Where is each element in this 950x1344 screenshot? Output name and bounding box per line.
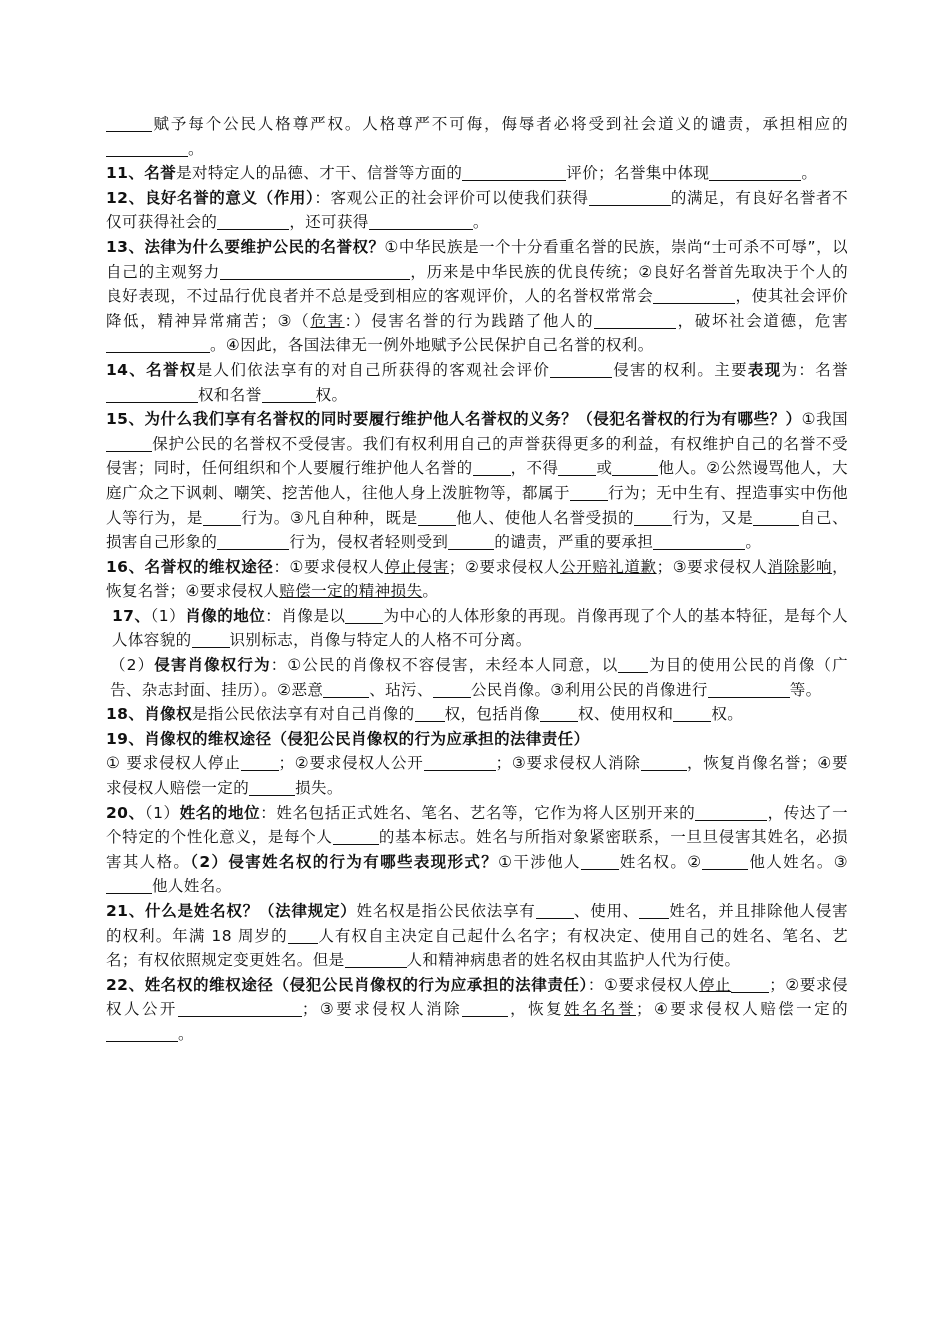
blank[interactable] [570,483,608,501]
blank[interactable] [462,999,508,1017]
blank[interactable] [106,1024,178,1042]
blank[interactable] [536,901,574,919]
item-13: 13、法律为什么要维护公民的名誉权？①中华民族是一个十分看重名誉的民族，崇尚“士可杀不可辱”，以自己的主观努力 ，历来是中华民族的优良传统；②良好名誉首先取决于个人的良好表现，不过品行优良者并不总是受到相应的客观评价，人的名誉权常常会 ，使其社会评价降低，精神异常痛苦；③（危害：）侵害名誉的行为践踏了他人的 ，破坏社会道德，危害。④因此，各国法律无一例外地赋予公民保护自己名誉的权利。 [106,237,848,355]
blank[interactable] [424,753,496,771]
blank[interactable] [418,508,456,526]
blank[interactable] [639,901,669,919]
blank[interactable] [550,360,612,378]
blank[interactable] [589,188,671,206]
blank[interactable] [612,458,658,476]
item-21: 21、什么是姓名权？（法律规定）姓名权是指公民依法享有 、使用、 姓名，并且排除他人侵害的权利。年满 18 周岁的 人有权自主决定自己起什么名字；有权决定、使用自己的姓名、笔名、艺名；有权依照规定变更姓名。但是 人和精神病患者的姓名权由其监护人代为行使。 [106,902,849,970]
blank[interactable] [106,876,152,894]
document-page [106,112,848,1047]
item-18: 18、肖像权是指公民依法享有对自己肖像的 权，包括肖像 权、使用权和 权。 [106,705,744,724]
blank[interactable] [540,704,578,722]
blank[interactable] [106,434,152,452]
blank[interactable] [709,163,801,181]
blank[interactable] [473,458,511,476]
blank[interactable] [241,753,279,771]
blank[interactable] [217,532,289,550]
blank[interactable] [262,385,316,403]
item-16: 16、名誉权的维权途径：①要求侵权人停止侵害；②要求侵权人公开赔礼道歉；③要求侵权人消除影响，恢复名誉；④要求侵权人赔偿一定的精神损失。 [106,557,848,601]
blank[interactable] [753,508,799,526]
blank[interactable] [106,114,152,132]
blank[interactable] [192,630,230,648]
blank[interactable] [333,827,379,845]
blank[interactable] [653,532,745,550]
blank[interactable] [618,655,648,673]
item-11: 11、名誉是对特定人的品德、才干、信誉等方面的 评价；名誉集中体现 。 [106,164,818,183]
blank[interactable] [345,950,407,968]
blank[interactable] [634,508,672,526]
blank[interactable] [345,606,383,624]
blank[interactable] [695,803,767,821]
blank[interactable] [462,163,566,181]
blank[interactable] [323,680,369,698]
blank[interactable] [106,385,198,403]
blank[interactable] [673,704,711,722]
blank[interactable] [220,262,410,280]
blank[interactable] [369,212,473,230]
item-10-tail: 赋予每个公民人格尊严权。人格尊严不可侮，侮辱者必将受到社会道义的谴责，承担相应的。 [106,112,848,161]
blank[interactable] [106,335,210,353]
item-14: 14、名誉权是人们依法享有的对自己所获得的客观社会评价 侵害的权利。主要表现为：名誉权和名誉 权。 [106,360,849,404]
item-17-part-2: （2）侵害肖像权行为：①公民的肖像权不容侵害，未经本人同意，以 为目的使用公民的肖像（广告、杂志封面、挂历）。②恶意 、玷污、 公民肖像。③利用公民的肖像进行 等。 [110,656,849,699]
blank[interactable] [203,508,241,526]
item-22: 22、姓名权的维权途径（侵犯公民肖像权的行为应承担的法律责任）：①要求侵权人停止 ；②要求侵权人公开 ；③要求侵权人消除 ，恢复姓名名誉；④要求侵权人赔偿一定的。 [106,975,848,1043]
blank[interactable] [178,999,302,1017]
blank[interactable] [731,975,769,993]
blank[interactable] [653,286,735,304]
blank[interactable] [558,458,596,476]
item-19: 19、肖像权的维权途径（侵犯公民肖像权的行为应承担的法律责任） ① 要求侵权人停止 ；②要求侵权人公开 ；③要求侵权人消除 ，恢复肖像名誉；④要求侵权人赔偿一定的 损失。 [106,729,848,798]
blank[interactable] [702,852,748,870]
blank[interactable] [433,680,471,698]
blank[interactable] [288,926,318,944]
blank[interactable] [581,852,619,870]
item-15: 15、为什么我们享有名誉权的同时要履行维护他人名誉权的义务？（侵犯名誉权的行为有哪些？）①我国保护公民的名誉权不受侵害。我们有权利用自己的声誉获得更多的利益，有权维护自己的名誉不受侵害；同时，任何组织和个人要履行维护他人名誉的 ，不得 或 他人。②公然谩骂他人，大庭广众之下讽刺、嘲笑、挖苦他人，往他人身上泼脏物等，都属于 行为；无中生有、捏造事实中伤他人等行为，是 行为。③凡自种种，既是 他人、使他人名誉受损的 行为，又是 自己、损害自己形象的 行为，侵权者轻则受到 的谴责，严重的要承担 。 [106,410,849,552]
blank[interactable] [249,778,295,796]
blank[interactable] [106,139,188,157]
blank[interactable] [415,704,445,722]
item-12: 12、良好名誉的意义（作用）：客观公正的社会评价可以使我们获得 的满足，有良好名誉者不仅可获得社会的 ，还可获得 。 [106,188,849,232]
item-17-part-1: 17、（1）肖像的地位：肖像是以 为中心的人体形象的再现。肖像再现了个人的基本特征，是每个人人体容貌的 识别标志，肖像与特定人的人格不可分离。 [112,606,848,650]
blank[interactable] [708,680,790,698]
blank[interactable] [641,753,687,771]
blank[interactable] [217,212,289,230]
blank[interactable] [594,311,676,329]
blank[interactable] [448,532,494,550]
item-20: 20、（1）姓名的地位：姓名包括正式姓名、笔名、艺名等，它作为将人区别开来的 ，传达了一个特定的个性化意义，是每个人 的基本标志。姓名与所指对象紧密联系，一旦旦侵害其姓名，必损害其人格。（2）侵害姓名权的行为有哪些表现形式？①干涉他人 姓名权。② 他人姓名。③他人姓名。 [106,803,848,896]
